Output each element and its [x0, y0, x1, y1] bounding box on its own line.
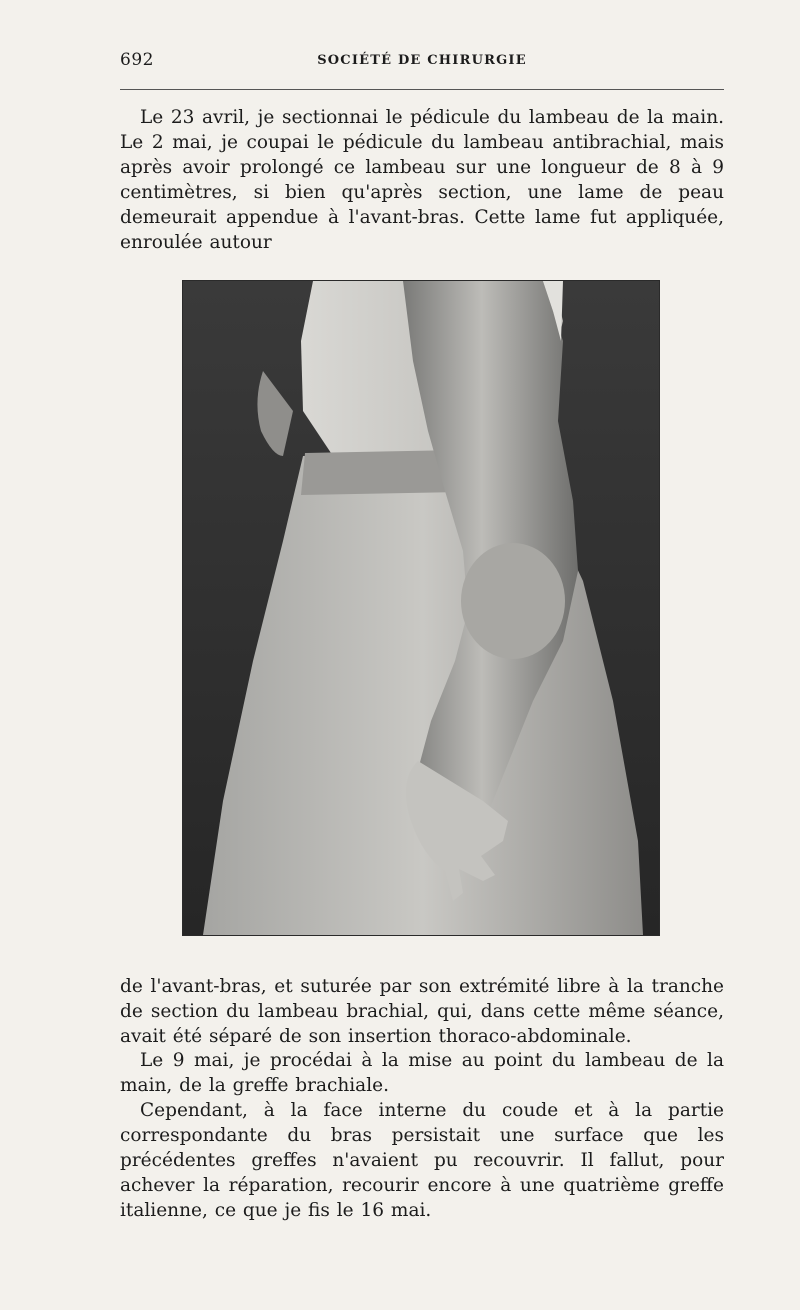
header-rule	[120, 89, 724, 90]
paragraph: Cependant, à la face interne du coude et à la partie correspondante du bras persistait une surface que les précédentes greffes n'avaient pu recouvrir. Il fallut, pour achever la réparation, recourir encore à une quatrième greffe italienne, ce que je fis le 16 mai.	[120, 1100, 724, 1221]
paragraph: Le 23 avril, je sectionnai le pédicule du lambeau de la main. Le 2 mai, je coupai le pédicule du lambeau antibrachial, mais après avoir prolongé ce lambeau sur une longueur de 8 à 9 centimètres, si bien qu'après section, une lame de peau demeurait appendue à l'avant-bras. Cette lame fut appliquée, enroulée autour	[120, 107, 724, 253]
page-number: 692	[120, 50, 154, 70]
clinical-photograph	[182, 280, 660, 936]
elbow-graft	[461, 543, 565, 659]
running-head: SOCIÉTÉ DE CHIRURGIE	[317, 53, 527, 68]
paragraph: Le 9 mai, je procédai à la mise au point du lambeau de la main, de la greffe brachiale.	[120, 1050, 724, 1096]
page-header	[120, 50, 724, 76]
paragraph: de l'avant-bras, et suturée par son extrémité libre à la tranche de section du lambeau brachial, qui, dans cette même séance, avait été séparé de son insertion thoraco-abdominale.	[120, 976, 724, 1047]
